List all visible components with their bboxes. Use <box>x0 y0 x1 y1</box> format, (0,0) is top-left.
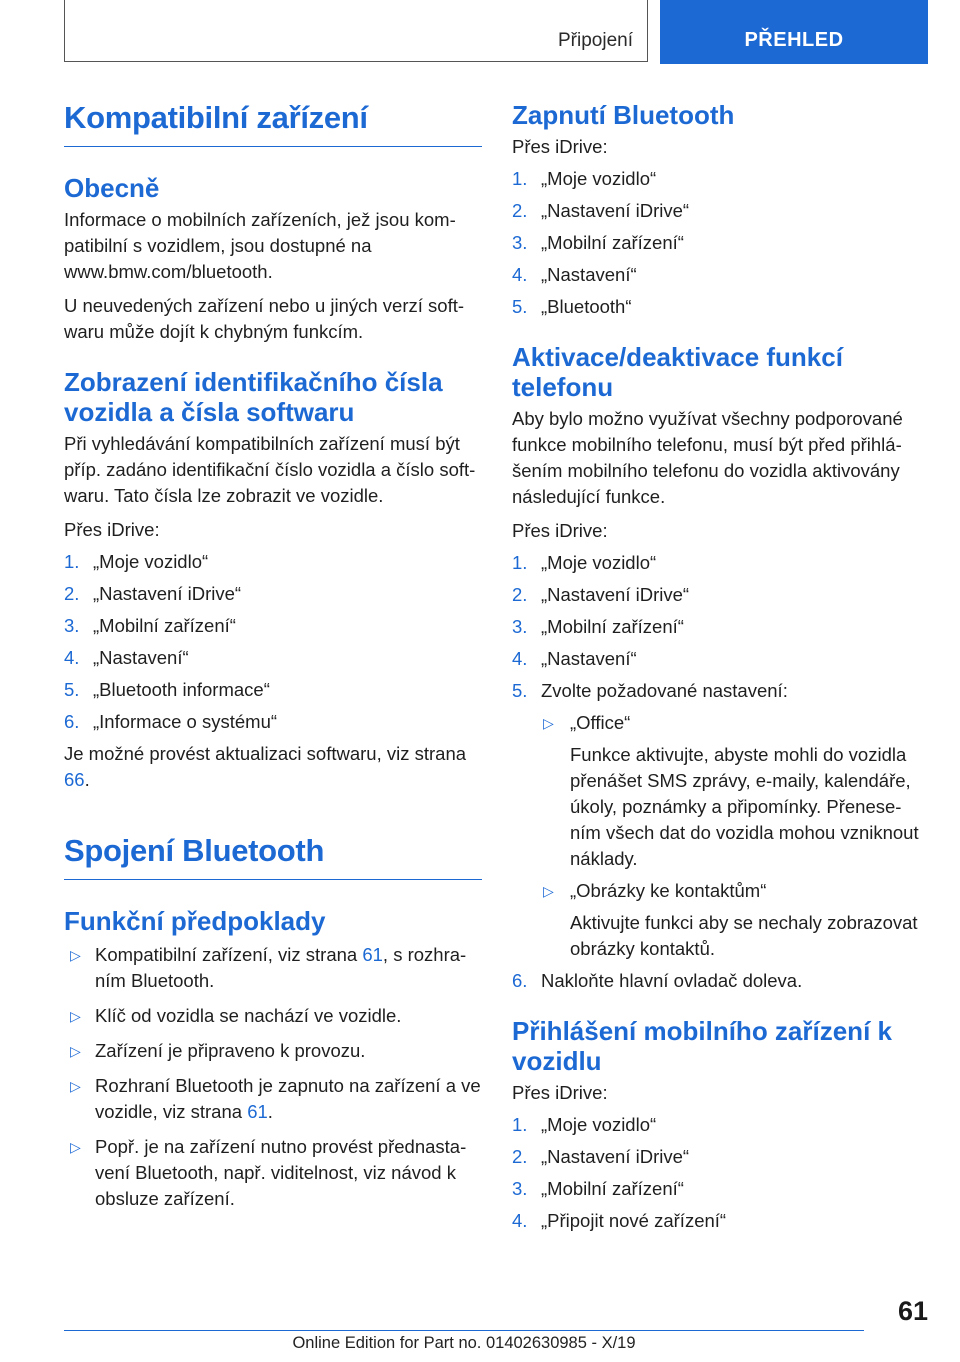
paragraph-phone-functions: Aby bylo možno využívat všechny podporované funkce mobilního telefonu, musí být před přihlá-šením mobilního telefonu do vozidla aktivovány následující funkce. <box>512 408 903 507</box>
heading-phone-functions: Aktivace/deaktivace funkcí telefonu <box>512 342 843 402</box>
triangle-right-icon: ▷ <box>543 715 554 731</box>
list-item: ▷ „Office“ Funkce aktivujte, abyste mohli do vozidla přenášet SMS zprávy, e-maily, kalendáře, úkoly, poznámky a připomínky. Přenese-ním všech dat do vozidla mohou vzniknout náklady. <box>543 712 919 869</box>
footer-divider <box>64 1330 864 1331</box>
overview-tab[interactable] <box>660 0 928 64</box>
list-item: 2. „Nastavení iDrive“ <box>512 584 690 605</box>
page-header <box>64 0 928 64</box>
page-link-61[interactable]: 61 <box>362 944 383 965</box>
section-tab[interactable] <box>64 0 648 62</box>
triangle-right-icon: ▷ <box>70 1043 81 1059</box>
heading-compatible-devices: Kompatibilní zařízení <box>64 100 482 147</box>
list-item: ▷ Zařízení je připraveno k provozu. <box>64 1038 482 1064</box>
list-item: 3. „Mobilní zařízení“ <box>512 616 684 637</box>
list-item: 3. „Mobilní zařízení“ <box>512 1178 684 1199</box>
heading-enable-bluetooth: Zapnutí Bluetooth <box>512 100 735 130</box>
list-item: 1. „Moje vozidlo“ <box>512 552 657 573</box>
left-column <box>64 100 482 1221</box>
paragraph-compatible-info: Informace o mobilních zařízeních, jež jsou kom-patibilní s vozidlem, jsou dostupné na www.bmw.com/bluetooth. <box>64 209 456 282</box>
list-item: 2. „Nastavení iDrive“ <box>512 200 690 221</box>
paragraph-unlisted-devices: U neuvedených zařízení nebo u jiných verzí soft-waru může dojít k chybným funkcím. <box>64 295 465 342</box>
paragraph-via-idrive: Přes iDrive: <box>512 520 608 541</box>
heading-prerequisites: Funkční předpoklady <box>64 906 326 936</box>
list-item: 1. „Moje vozidlo“ <box>512 168 657 189</box>
settings-sublist <box>541 710 928 962</box>
list-item: ▷ Popř. je na zařízení nutno provést přednasta-vení Bluetooth, např. viditelnost, viz návod k obsluze zařízení. <box>70 1136 467 1209</box>
triangle-right-icon: ▷ <box>543 883 554 899</box>
triangle-right-icon: ▷ <box>70 947 81 963</box>
list-item: ▷ Klíč od vozidla se nachází ve vozidle. <box>64 1003 482 1029</box>
list-item: 6. „Informace o systému“ <box>64 711 278 732</box>
list-item: 3. „Mobilní zařízení“ <box>64 615 236 636</box>
list-item: 5. „Bluetooth“ <box>512 296 632 317</box>
heading-pair-device: Přihlášení mobilního zařízení k vozidlu <box>512 1016 892 1076</box>
triangle-right-icon: ▷ <box>70 1008 81 1024</box>
list-item: 4. „Nastavení“ <box>64 647 189 668</box>
prerequisites-list <box>64 942 482 1212</box>
list-item: ▷ Rozhraní Bluetooth je zapnuto na zařízení a ve vozidle, viz strana 61. <box>70 1075 481 1122</box>
list-item: 6. Nakloňte hlavní ovladač doleva. <box>512 970 803 991</box>
paragraph-software-update: Je možné provést aktualizaci softwaru, viz strana 66. <box>64 743 467 790</box>
steps-phone-functions <box>512 550 928 994</box>
triangle-right-icon: ▷ <box>70 1139 81 1155</box>
overview-tab-label: PŘEHLED <box>744 29 844 51</box>
list-item: ▷ „Obrázky ke kontaktům“ Aktivujte funkci aby se nechaly zobrazovat obrázky kontaktů. <box>543 880 918 959</box>
page-link-61[interactable]: 61 <box>247 1101 268 1122</box>
list-item: 4. „Nastavení“ <box>512 648 637 669</box>
list-item: 1. „Moje vozidlo“ <box>512 1114 657 1135</box>
section-tab-label: Připojení <box>558 30 633 51</box>
paragraph-via-idrive: Přes iDrive: <box>512 1082 608 1103</box>
list-item: 2. „Nastavení iDrive“ <box>64 583 242 604</box>
steps-vin <box>64 549 482 735</box>
heading-general: Obecně <box>64 173 160 203</box>
steps-pair-device <box>512 1112 928 1234</box>
triangle-right-icon: ▷ <box>70 1078 81 1094</box>
heading-bluetooth-connection: Spojení Bluetooth <box>64 833 482 880</box>
list-item: 3. „Mobilní zařízení“ <box>512 232 684 253</box>
page-number: 61 <box>897 1296 928 1326</box>
paragraph-via-idrive: Přes iDrive: <box>512 136 608 157</box>
steps-enable-bluetooth <box>512 166 928 320</box>
list-item: 5. Zvolte požadované nastavení: ▷ „Office“ Funkce aktivujte, abyste mohli do vozidla přenášet SMS zprávy, e-maily, kalendáře, úkoly, poznámky a připomínky. Přenese-ním všech dat do vozidla mohou vzniknout náklady. ▷ „Obrázky ke kontaktům“ Aktivujte funkci aby se nechaly zobrazovat obrázky kontaktů. <box>512 678 928 962</box>
list-item: 4. „Nastavení“ <box>512 264 637 285</box>
list-item: ▷ Kompatibilní zařízení, viz strana 61, s rozhra-ním Bluetooth. <box>70 944 467 991</box>
page-link-66[interactable]: 66 <box>64 769 85 790</box>
heading-vin-software: Zobrazení identifikačního čísla vozidla a čísla softwaru <box>64 367 443 427</box>
paragraph-vin-info: Při vyhledávání kompatibilních zařízení musí být příp. zadáno identifikační číslo vozidla a číslo soft-waru. Tato čísla lze zobrazit ve vozidle. <box>64 433 476 506</box>
list-item: 2. „Nastavení iDrive“ <box>512 1146 690 1167</box>
right-column <box>512 100 928 1240</box>
list-item: 5. „Bluetooth informace“ <box>64 679 270 700</box>
footer-edition: Online Edition for Part no. 01402630985 - X/19 <box>292 1334 636 1352</box>
list-item: 4. „Připojit nové zařízení“ <box>512 1210 727 1231</box>
paragraph-via-idrive: Přes iDrive: <box>64 519 160 540</box>
list-item: 1. „Moje vozidlo“ <box>64 551 209 572</box>
